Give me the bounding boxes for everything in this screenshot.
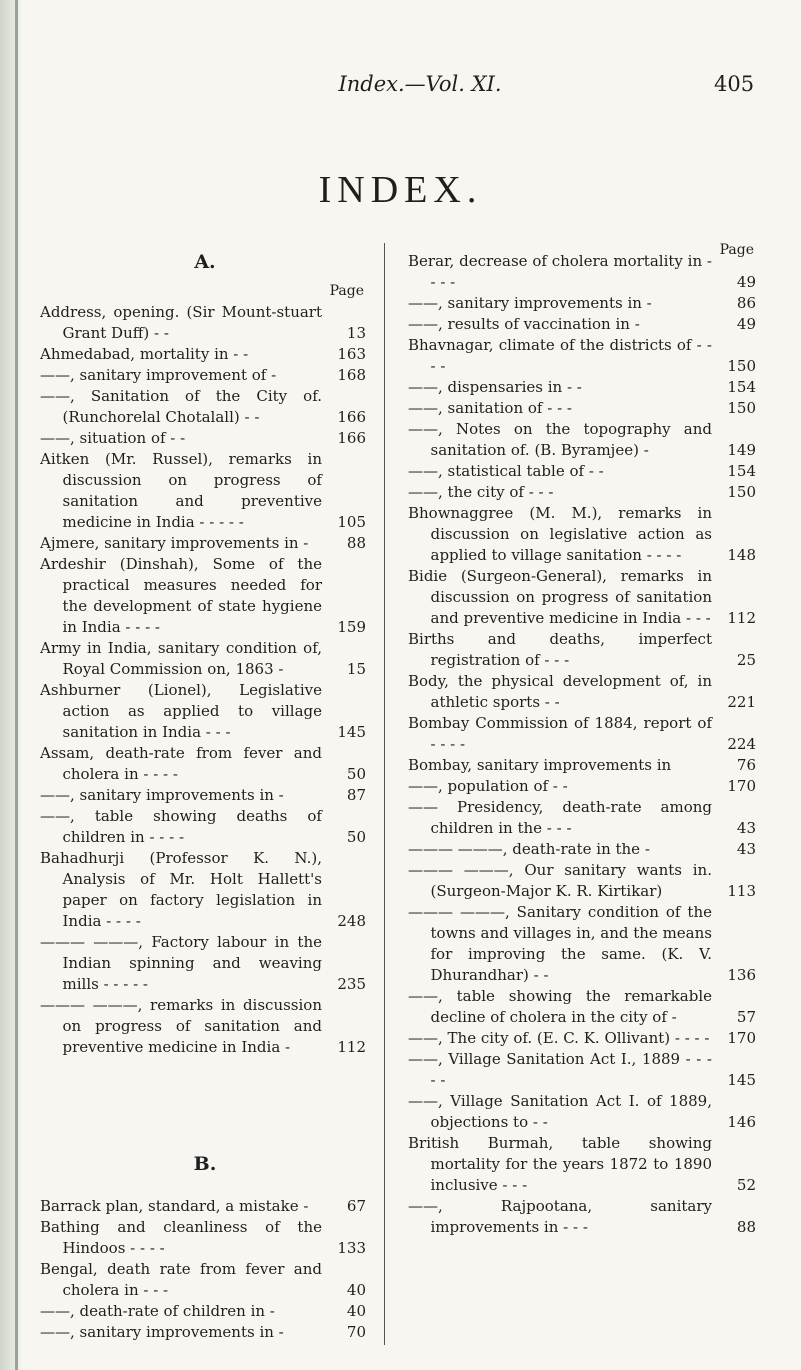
page-column-label: Page [329,283,364,299]
index-entry [40,1301,370,1322]
entry-page: 52 [736,1176,756,1194]
entry-page: 235 [337,975,366,993]
index-entry [408,629,760,671]
entry-text: ——, sanitation of - - - [408,399,572,417]
entries-b [40,1196,370,1343]
entry-page: 170 [727,1029,756,1047]
entry-page: 148 [727,546,756,564]
entry-text: Barrack plan, standard, a mistake - [40,1197,309,1215]
entry-text: ——, table showing the remarkable decline of cholera in the city of - [408,987,712,1026]
index-entry [40,680,370,743]
entry-text: Body, the physical development of, in athletic sports - - [408,672,712,711]
entry-page: 224 [727,735,756,753]
index-entry [40,638,370,680]
entry-text: ——— ———, Sanitary condition of the towns and villages in, and the means for improving the same. (K. V. Dhurandhar) - - [408,903,712,984]
entry-page: 43 [736,819,756,837]
index-entry [40,1196,370,1217]
index-entry [408,1133,760,1196]
index-entry [408,335,760,377]
section-gap [40,1058,370,1154]
index-entry [40,365,370,386]
index-entry [40,1217,370,1259]
page-title: INDEX. [318,169,483,211]
index-entry [408,503,760,566]
entry-page: 159 [337,618,366,636]
entry-page: 88 [736,1218,756,1236]
entry-page: 50 [346,765,366,783]
index-entry [40,743,370,785]
entry-text: Ajmere, sanitary improvements in - [40,534,309,552]
index-entry [408,671,760,713]
index-entry [408,1028,760,1049]
entry-text: Aitken (Mr. Russel), remarks in discussion on progress of sanitation and preventive medicine in India - - - - - [40,450,322,531]
index-entry [40,533,370,554]
index-entry [408,377,760,398]
entry-text: ——, situation of - - [40,429,186,447]
entry-text: ——, Village Sanitation Act I. of 1889, objections to - - [408,1092,712,1131]
index-entry [408,1196,760,1238]
entry-page: 15 [346,660,366,678]
entry-text: ——, population of - - [408,777,568,795]
entry-text: ——, Notes on the topography and sanitation of. (B. Byramjee) - [408,420,712,459]
entry-text: Army in India, sanitary condition of, Royal Commission on, 1863 - [40,639,322,678]
index-entry [40,848,370,932]
index-entry [40,428,370,449]
index-entry [408,398,760,419]
entry-text: ——— ———, Factory labour in the Indian spinning and weaving mills - - - - - [40,933,322,993]
entry-page: 43 [736,840,756,858]
entry-text: ——, sanitary improvements in - [408,294,652,312]
entry-page: 105 [337,513,366,531]
entry-text: ——— ———, remarks in discussion on progress of sanitation and preventive medicine in India - [40,996,322,1056]
section-letter-b: B. [193,1153,217,1175]
entry-text: Bhownaggree (M. M.), remarks in discussion on legislative action as applied to village sanitation - - - - [408,504,712,564]
entry-text: ——— ———, Our sanitary wants in. (Surgeon-Major K. R. Kirtikar) [408,861,712,900]
page-column-label: Page [719,242,754,258]
entry-text: Bombay Commission of 1884, report of - - - - [408,714,712,753]
entry-text: Assam, death-rate from fever and cholera in - - - - [40,744,322,783]
entry-page: 248 [337,912,366,930]
entry-text: Births and deaths, imperfect registration of - - - [408,630,712,669]
index-entry [40,386,370,428]
entry-page: 150 [727,357,756,375]
entry-text: Bahadhurji (Professor K. N.), Analysis of Mr. Holt Hallett's paper on factory legislation in India - - - - [40,849,322,930]
index-entry [40,932,370,995]
index-entry [40,302,370,344]
entry-text: ——, Village Sanitation Act I., 1889 - - - - - [408,1050,712,1089]
index-entry [408,314,760,335]
entry-page: 113 [727,882,756,900]
entry-text: ——, Sanitation of the City of. (Runchorelal Chotalall) - - [40,387,322,426]
entry-text: Ahmedabad, mortality in - - [40,345,249,363]
entry-page: 67 [346,1197,366,1215]
entry-text: Bhavnagar, climate of the districts of - - - - [408,336,712,375]
entry-text: ——, death-rate of children in - [40,1302,275,1320]
entry-text: ——, results of vaccination in - [408,315,640,333]
entry-page: 136 [727,966,756,984]
running-head: Index.—Vol. XI. [338,72,502,96]
index-entry [408,566,760,629]
entry-text: Ardeshir (Dinshah), Some of the practical measures needed for the development of state hygiene in India - - - - [40,555,322,636]
index-entry [408,860,760,902]
entry-text: Ashburner (Lionel), Legislative action as applied to village sanitation in India - - - [40,681,322,741]
entry-text: ——, table showing deaths of children in - - - - [40,807,322,846]
entry-text: Address, opening. (Sir Mount-stuart Grant Duff) - - [40,303,322,342]
entry-text: Bombay, sanitary improvements in [408,756,672,774]
entry-page: 25 [736,651,756,669]
page-header [0,72,801,102]
index-entry [408,1091,760,1133]
entry-page: 112 [337,1038,366,1056]
entry-page: 146 [727,1113,756,1131]
entry-page: 50 [346,828,366,846]
entry-text: ——, Rajpootana, sanitary improvements in - - - [408,1197,712,1236]
entry-page: 88 [346,534,366,552]
entry-page: 49 [736,315,756,333]
index-entry [408,482,760,503]
entry-text: British Burmah, table showing mortality for the years 1872 to 1890 inclusive - - - [408,1134,712,1194]
entry-page: 166 [337,408,366,426]
index-entry [40,344,370,365]
entry-page: 57 [736,1008,756,1026]
entry-page: 112 [727,609,756,627]
entry-page: 49 [736,273,756,291]
entry-text: Berar, decrease of cholera mortality in - - - - [408,252,712,291]
entry-page: 150 [727,483,756,501]
entry-text: ——, sanitary improvement of - [40,366,277,384]
index-entry [408,797,760,839]
entry-text: ——, the city of - - - [408,483,554,501]
index-entry [408,461,760,482]
entry-page: 221 [727,693,756,711]
index-entry [40,1322,370,1343]
index-entry [408,251,760,293]
entries-right [408,251,760,1238]
entry-page: 145 [337,723,366,741]
section-letter-a: A. [194,251,216,273]
entry-page: 86 [736,294,756,312]
entry-page: 145 [727,1071,756,1089]
index-entry [408,755,760,776]
entry-page: 168 [337,366,366,384]
right-column [408,242,760,1238]
index-entry [408,713,760,755]
left-column [40,248,370,1343]
index-entry [408,986,760,1028]
entry-page: 70 [346,1323,366,1341]
index-entry [40,806,370,848]
entry-text: Bengal, death rate from fever and cholera in - - - [40,1260,322,1299]
entry-text: ——, sanitary improvements in - [40,786,284,804]
entries-a [40,302,370,1058]
index-entry [408,902,760,986]
entry-text: ——— ———, death-rate in the - [408,840,650,858]
index-entry [40,449,370,533]
column-divider [384,243,385,1345]
entry-text: ——, sanitary improvements in - [40,1323,284,1341]
entry-page: 166 [337,429,366,447]
entry-text: Bidie (Surgeon-General), remarks in discussion on progress of sanitation and preventive medicine in India - - - [408,567,712,627]
entry-text: ——, statistical table of - - [408,462,604,480]
entry-page: 170 [727,777,756,795]
index-entry [408,839,760,860]
entry-page: 13 [346,324,366,342]
entry-page: 149 [727,441,756,459]
entry-page: 40 [346,1281,366,1299]
entry-page: 154 [727,378,756,396]
index-entry [40,1259,370,1301]
entry-text: —— Presidency, death-rate among children in the - - - [408,798,712,837]
index-entry [40,785,370,806]
entry-page: 76 [736,756,756,774]
entry-page: 87 [346,786,366,804]
entry-text: Bathing and cleanliness of the Hindoos - - - - [40,1218,322,1257]
index-entry [408,293,760,314]
index-entry [408,776,760,797]
index-entry [408,419,760,461]
index-entry [40,554,370,638]
entry-page: 40 [346,1302,366,1320]
entry-page: 163 [337,345,366,363]
index-entry [40,995,370,1058]
index-entry [408,1049,760,1091]
entry-text: ——, The city of. (E. C. K. Ollivant) - - - - [408,1029,710,1047]
page-number: 405 [714,72,755,96]
entry-page: 154 [727,462,756,480]
entry-text: ——, dispensaries in - - [408,378,582,396]
entry-page: 150 [727,399,756,417]
entry-page: 133 [337,1239,366,1257]
